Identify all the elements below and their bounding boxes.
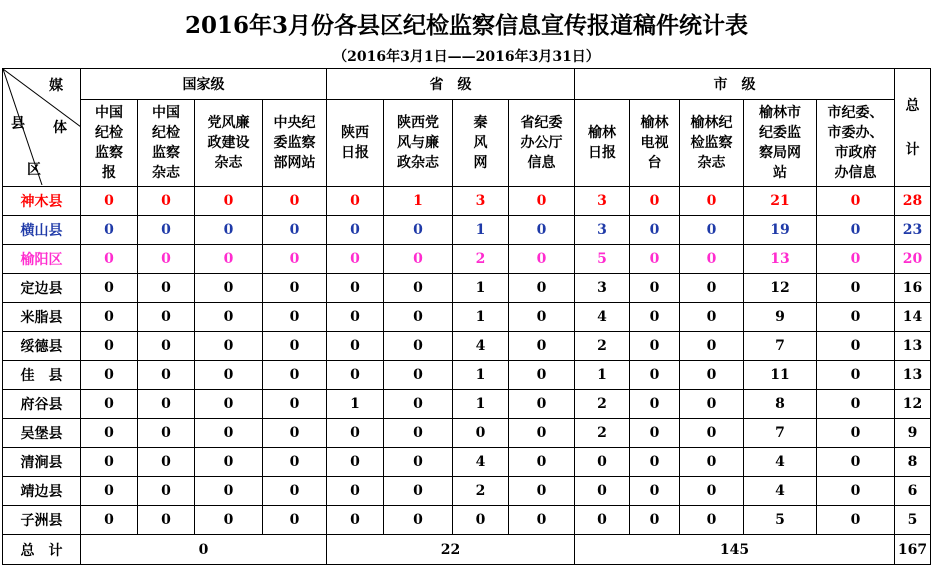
count-cell: 0 (509, 477, 575, 506)
count-cell: 0 (509, 303, 575, 332)
county-name-cell: 神木县 (3, 187, 81, 216)
count-cell: 0 (81, 303, 138, 332)
count-cell: 0 (195, 216, 263, 245)
count-cell: 0 (680, 390, 744, 419)
group-city-header: 市 级 (575, 69, 895, 100)
count-cell: 1 (575, 361, 630, 390)
column-header-line: 纪检 (95, 125, 123, 141)
count-cell: 0 (138, 361, 195, 390)
column-header-line: 监察 (152, 145, 180, 161)
page-title: 2016年3月份各县区纪检监察信息宣传报道稿件统计表 (184, 12, 749, 39)
count-cell: 0 (384, 477, 453, 506)
count-cell: 0 (81, 419, 138, 448)
count-cell: 0 (263, 187, 327, 216)
column-header-line: 中国 (95, 105, 123, 121)
corner-label-media: 媒 (49, 78, 63, 94)
column-header-line: 榆林 (640, 115, 669, 131)
column-header-line: 日报 (588, 145, 616, 161)
county-name-cell: 榆阳区 (3, 245, 81, 274)
count-cell: 2 (453, 245, 509, 274)
count-cell: 0 (327, 216, 384, 245)
count-cell: 0 (630, 448, 680, 477)
count-cell: 0 (81, 274, 138, 303)
table-row (3, 506, 931, 535)
column-header-line: 市政府 (834, 145, 877, 161)
column-header-line: 杂志 (214, 155, 243, 171)
count-cell: 0 (263, 216, 327, 245)
column-header-cell (744, 100, 817, 187)
count-cell: 0 (138, 506, 195, 535)
column-header-line: 监察 (95, 145, 123, 161)
count-cell: 0 (263, 419, 327, 448)
column-header-line: 榆林纪 (690, 115, 733, 131)
count-cell: 0 (263, 506, 327, 535)
count-cell: 0 (509, 274, 575, 303)
count-cell: 0 (680, 332, 744, 361)
column-header-line: 信息 (527, 155, 556, 171)
column-header-line: 榆林市 (759, 105, 801, 121)
column-header-line: 办公厅 (520, 135, 563, 151)
count-cell: 0 (195, 390, 263, 419)
count-cell: 0 (327, 187, 384, 216)
table-row (3, 187, 931, 216)
row-total-cell: 13 (895, 332, 931, 361)
count-cell: 11 (744, 361, 817, 390)
table-row (3, 274, 931, 303)
totals-label: 总 计 (3, 535, 81, 565)
count-cell: 0 (138, 419, 195, 448)
count-cell: 4 (744, 477, 817, 506)
count-cell: 0 (817, 245, 895, 274)
count-cell: 0 (384, 216, 453, 245)
count-cell: 0 (384, 332, 453, 361)
table-row (3, 303, 931, 332)
count-cell: 0 (327, 245, 384, 274)
count-cell: 0 (384, 419, 453, 448)
totals-grand: 167 (895, 535, 931, 565)
count-cell: 0 (384, 245, 453, 274)
count-cell: 9 (744, 303, 817, 332)
corner-label-body: 体 (53, 120, 67, 136)
row-total-cell: 12 (895, 390, 931, 419)
count-cell: 0 (81, 332, 138, 361)
count-cell: 21 (744, 187, 817, 216)
count-cell: 0 (630, 390, 680, 419)
count-cell: 0 (81, 187, 138, 216)
column-header-cell (575, 100, 630, 187)
count-cell: 0 (195, 477, 263, 506)
count-cell: 1 (453, 361, 509, 390)
count-cell: 0 (630, 303, 680, 332)
count-cell: 0 (195, 332, 263, 361)
count-cell: 4 (575, 303, 630, 332)
column-header-line: 陕西 (341, 125, 369, 141)
count-cell: 0 (384, 303, 453, 332)
count-cell: 12 (744, 274, 817, 303)
count-cell: 0 (263, 361, 327, 390)
count-cell: 0 (680, 361, 744, 390)
count-cell: 0 (384, 448, 453, 477)
count-cell: 0 (817, 448, 895, 477)
row-total-cell: 8 (895, 448, 931, 477)
count-cell: 7 (744, 419, 817, 448)
count-cell: 3 (575, 216, 630, 245)
date-range-subtitle: （2016年3月1日——2016年3月31日） (333, 49, 600, 65)
count-cell: 0 (817, 361, 895, 390)
column-header-line: 市纪委、 (827, 105, 884, 121)
count-cell: 0 (680, 216, 744, 245)
count-cell: 0 (680, 477, 744, 506)
column-header-line: 纪委监 (759, 125, 801, 141)
row-total-cell: 16 (895, 274, 931, 303)
count-cell: 0 (575, 506, 630, 535)
column-header-line: 风 (473, 135, 488, 151)
column-header-line: 省纪委 (520, 115, 563, 131)
count-cell: 0 (817, 303, 895, 332)
group-province-header: 省 级 (327, 69, 575, 100)
total-header-line: 计 (905, 141, 920, 158)
county-name-cell: 靖边县 (3, 477, 81, 506)
count-cell: 0 (630, 419, 680, 448)
count-cell: 0 (81, 245, 138, 274)
count-cell: 0 (327, 448, 384, 477)
count-cell: 0 (817, 419, 895, 448)
column-header-cell (263, 100, 327, 187)
count-cell: 0 (81, 477, 138, 506)
count-cell: 0 (817, 187, 895, 216)
county-name-cell: 绥德县 (3, 332, 81, 361)
count-cell: 0 (327, 361, 384, 390)
count-cell: 0 (81, 448, 138, 477)
count-cell: 0 (509, 245, 575, 274)
column-header-line: 中国 (152, 105, 180, 121)
column-header-line: 秦 (473, 115, 488, 131)
count-cell: 0 (680, 506, 744, 535)
count-cell: 0 (138, 448, 195, 477)
count-cell: 1 (453, 303, 509, 332)
count-cell: 8 (744, 390, 817, 419)
count-cell: 5 (575, 245, 630, 274)
count-cell: 0 (138, 477, 195, 506)
corner-header-cell (3, 69, 81, 187)
count-cell: 0 (630, 216, 680, 245)
county-name-cell: 府谷县 (3, 390, 81, 419)
count-cell: 0 (195, 361, 263, 390)
count-cell: 2 (575, 332, 630, 361)
column-header-line: 站 (773, 165, 787, 181)
count-cell: 0 (263, 477, 327, 506)
count-cell: 1 (327, 390, 384, 419)
row-total-cell: 13 (895, 361, 931, 390)
count-cell: 0 (263, 303, 327, 332)
count-cell: 0 (327, 303, 384, 332)
count-cell: 0 (138, 303, 195, 332)
count-cell: 0 (81, 216, 138, 245)
count-cell: 0 (138, 245, 195, 274)
count-cell: 0 (509, 216, 575, 245)
count-cell: 0 (817, 506, 895, 535)
count-cell: 0 (453, 506, 509, 535)
column-header-cell (195, 100, 263, 187)
count-cell: 0 (630, 245, 680, 274)
count-cell: 0 (138, 216, 195, 245)
column-header-line: 办信息 (834, 165, 877, 181)
count-cell: 4 (453, 448, 509, 477)
column-header-line: 检监察 (690, 135, 733, 151)
count-cell: 1 (453, 274, 509, 303)
count-cell: 2 (575, 390, 630, 419)
county-name-cell: 子洲县 (3, 506, 81, 535)
count-cell: 4 (744, 448, 817, 477)
count-cell: 0 (327, 332, 384, 361)
county-name-cell: 清涧县 (3, 448, 81, 477)
count-cell: 1 (453, 390, 509, 419)
count-cell: 0 (195, 303, 263, 332)
count-cell: 0 (817, 477, 895, 506)
count-cell: 3 (575, 187, 630, 216)
statistics-table (2, 68, 931, 565)
row-total-cell: 6 (895, 477, 931, 506)
column-header-cell (680, 100, 744, 187)
count-cell: 0 (195, 274, 263, 303)
count-cell: 3 (575, 274, 630, 303)
column-header-cell (509, 100, 575, 187)
count-cell: 13 (744, 245, 817, 274)
column-header-line: 委监察 (273, 135, 316, 151)
count-cell: 1 (453, 216, 509, 245)
column-header-line: 察局网 (759, 145, 801, 161)
column-header-line: 杂志 (152, 165, 180, 181)
count-cell: 0 (81, 390, 138, 419)
count-cell: 0 (384, 361, 453, 390)
group-national-header: 国家级 (81, 69, 327, 100)
row-total-cell: 9 (895, 419, 931, 448)
table-row (3, 361, 931, 390)
county-name-cell: 佳 县 (3, 361, 81, 390)
count-cell: 0 (327, 506, 384, 535)
column-header-line: 纪检 (152, 125, 180, 141)
count-cell: 0 (680, 303, 744, 332)
column-header-line: 政杂志 (397, 155, 439, 171)
count-cell: 0 (263, 274, 327, 303)
table-row (3, 448, 931, 477)
count-cell: 19 (744, 216, 817, 245)
count-cell: 0 (384, 274, 453, 303)
column-header-cell (384, 100, 453, 187)
row-total-cell: 23 (895, 216, 931, 245)
table-row (3, 419, 931, 448)
row-total-cell: 20 (895, 245, 931, 274)
column-header-line: 部网站 (273, 155, 316, 171)
count-cell: 0 (509, 390, 575, 419)
count-cell: 0 (817, 332, 895, 361)
count-cell: 0 (630, 477, 680, 506)
count-cell: 0 (680, 274, 744, 303)
column-header-cell (630, 100, 680, 187)
count-cell: 3 (453, 187, 509, 216)
count-cell: 0 (384, 390, 453, 419)
count-cell: 0 (263, 245, 327, 274)
column-header-cell (81, 100, 138, 187)
column-header-cell (327, 100, 384, 187)
count-cell: 7 (744, 332, 817, 361)
column-header-line: 报 (102, 165, 116, 181)
column-header-line: 党风廉 (207, 115, 250, 131)
count-cell: 0 (509, 506, 575, 535)
count-cell: 0 (509, 187, 575, 216)
totals-province: 22 (327, 535, 575, 565)
count-cell: 0 (575, 448, 630, 477)
table-row (3, 245, 931, 274)
table-row (3, 332, 931, 361)
count-cell: 0 (509, 332, 575, 361)
column-header-line: 杂志 (697, 155, 726, 171)
county-name-cell: 定边县 (3, 274, 81, 303)
count-cell: 0 (680, 448, 744, 477)
count-cell: 0 (630, 506, 680, 535)
count-cell: 0 (575, 477, 630, 506)
count-cell: 0 (263, 390, 327, 419)
count-cell: 0 (817, 274, 895, 303)
column-header-cell (453, 100, 509, 187)
count-cell: 0 (138, 332, 195, 361)
row-total-cell: 5 (895, 506, 931, 535)
count-cell: 2 (453, 477, 509, 506)
column-header-line: 政建设 (207, 135, 250, 151)
count-cell: 5 (744, 506, 817, 535)
count-cell: 0 (817, 216, 895, 245)
count-cell: 0 (509, 419, 575, 448)
column-header-line: 日报 (341, 145, 369, 161)
corner-label-district: 区 (27, 162, 41, 178)
count-cell: 0 (81, 506, 138, 535)
column-header-cell (138, 100, 195, 187)
count-cell: 0 (327, 274, 384, 303)
count-cell: 0 (509, 448, 575, 477)
count-cell: 0 (138, 274, 195, 303)
table-row (3, 216, 931, 245)
column-header-line: 陕西党 (397, 115, 439, 131)
row-total-cell: 14 (895, 303, 931, 332)
column-header-line: 市委办、 (827, 125, 884, 141)
column-header-line: 台 (647, 155, 662, 171)
count-cell: 0 (195, 506, 263, 535)
count-cell: 4 (453, 332, 509, 361)
count-cell: 0 (817, 390, 895, 419)
column-header-line: 电视 (640, 135, 669, 151)
column-header-cell (817, 100, 895, 187)
county-name-cell: 米脂县 (3, 303, 81, 332)
column-header-line: 风与廉 (397, 135, 439, 151)
count-cell: 0 (630, 332, 680, 361)
row-total-cell: 28 (895, 187, 931, 216)
count-cell: 0 (195, 187, 263, 216)
count-cell: 0 (680, 187, 744, 216)
totals-national: 0 (81, 535, 327, 565)
count-cell: 0 (384, 506, 453, 535)
totals-city: 145 (575, 535, 895, 565)
county-name-cell: 吴堡县 (3, 419, 81, 448)
count-cell: 0 (630, 187, 680, 216)
table-row (3, 477, 931, 506)
count-cell: 0 (509, 361, 575, 390)
corner-label-county: 县 (11, 116, 25, 132)
count-cell: 0 (680, 245, 744, 274)
count-cell: 0 (263, 448, 327, 477)
count-cell: 0 (680, 419, 744, 448)
count-cell: 0 (195, 245, 263, 274)
count-cell: 0 (327, 419, 384, 448)
column-header-total (895, 69, 931, 187)
count-cell: 1 (384, 187, 453, 216)
count-cell: 0 (630, 361, 680, 390)
count-cell: 0 (138, 187, 195, 216)
count-cell: 0 (138, 390, 195, 419)
county-name-cell: 横山县 (3, 216, 81, 245)
totals-row (3, 535, 931, 565)
total-header-line: 总 (905, 97, 920, 114)
column-header-line: 榆林 (588, 125, 616, 141)
column-header-line: 中央纪 (273, 115, 316, 131)
table-row (3, 390, 931, 419)
count-cell: 2 (575, 419, 630, 448)
count-cell: 0 (327, 477, 384, 506)
count-cell: 0 (81, 361, 138, 390)
column-header-row (3, 100, 931, 187)
count-cell: 0 (195, 448, 263, 477)
column-header-line: 网 (473, 155, 488, 171)
count-cell: 0 (195, 419, 263, 448)
count-cell: 0 (630, 274, 680, 303)
count-cell: 0 (453, 419, 509, 448)
count-cell: 0 (263, 332, 327, 361)
